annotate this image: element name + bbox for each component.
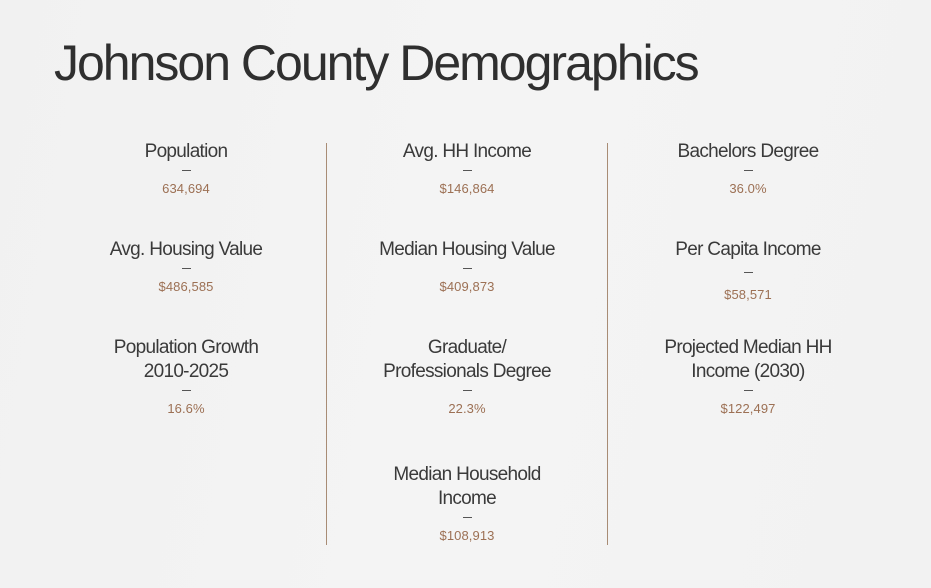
stat-dash <box>182 268 191 269</box>
stat-label: Graduate/ Professionals Degree <box>383 337 551 382</box>
stat-value: $409,873 <box>439 279 495 294</box>
stat-dash <box>182 170 191 171</box>
stat-value: $108,913 <box>439 528 495 543</box>
stat-per-capita-income <box>628 238 868 303</box>
stat-value: 16.6% <box>167 401 205 416</box>
stat-label: Avg. Housing Value <box>109 239 263 260</box>
stat-population-growth <box>66 336 306 417</box>
stat-projected-median-hh-income <box>628 336 868 417</box>
stat-label: Per Capita Income <box>675 239 821 260</box>
stat-label: Median Housing Value <box>379 239 555 260</box>
stat-label: Population Growth 2010-2025 <box>113 337 259 382</box>
stat-dash <box>744 170 753 171</box>
stat-value: $146,864 <box>439 181 495 196</box>
stat-value: 634,694 <box>162 181 210 196</box>
stat-label: Median Household Income <box>393 464 541 509</box>
stat-bachelors-degree <box>628 140 868 197</box>
column-divider-left <box>326 143 327 545</box>
stat-dash <box>463 390 472 391</box>
column-divider-right <box>607 143 608 545</box>
stat-avg-housing-value <box>66 238 306 295</box>
stat-label: Bachelors Degree <box>677 141 819 162</box>
stat-population <box>66 140 306 197</box>
stat-dash <box>463 170 472 171</box>
stat-dash <box>182 390 191 391</box>
stat-dash <box>463 517 472 518</box>
stat-label: Projected Median HH Income (2030) <box>664 337 832 382</box>
stat-value: 22.3% <box>448 401 486 416</box>
stat-graduate-degree <box>347 336 587 417</box>
stat-value: $486,585 <box>158 279 214 294</box>
stat-dash <box>744 390 753 391</box>
stat-value: 36.0% <box>729 181 767 196</box>
stat-avg-hh-income <box>347 140 587 197</box>
stat-dash <box>744 272 753 273</box>
stat-median-household-income <box>347 463 587 544</box>
stat-value: $58,571 <box>724 287 772 302</box>
page-title: Johnson County Demographics <box>54 35 698 91</box>
stat-label: Population <box>144 141 228 162</box>
stat-value: $122,497 <box>720 401 776 416</box>
stat-median-housing-value <box>347 238 587 295</box>
stat-label: Avg. HH Income <box>402 141 532 162</box>
stat-dash <box>463 268 472 269</box>
